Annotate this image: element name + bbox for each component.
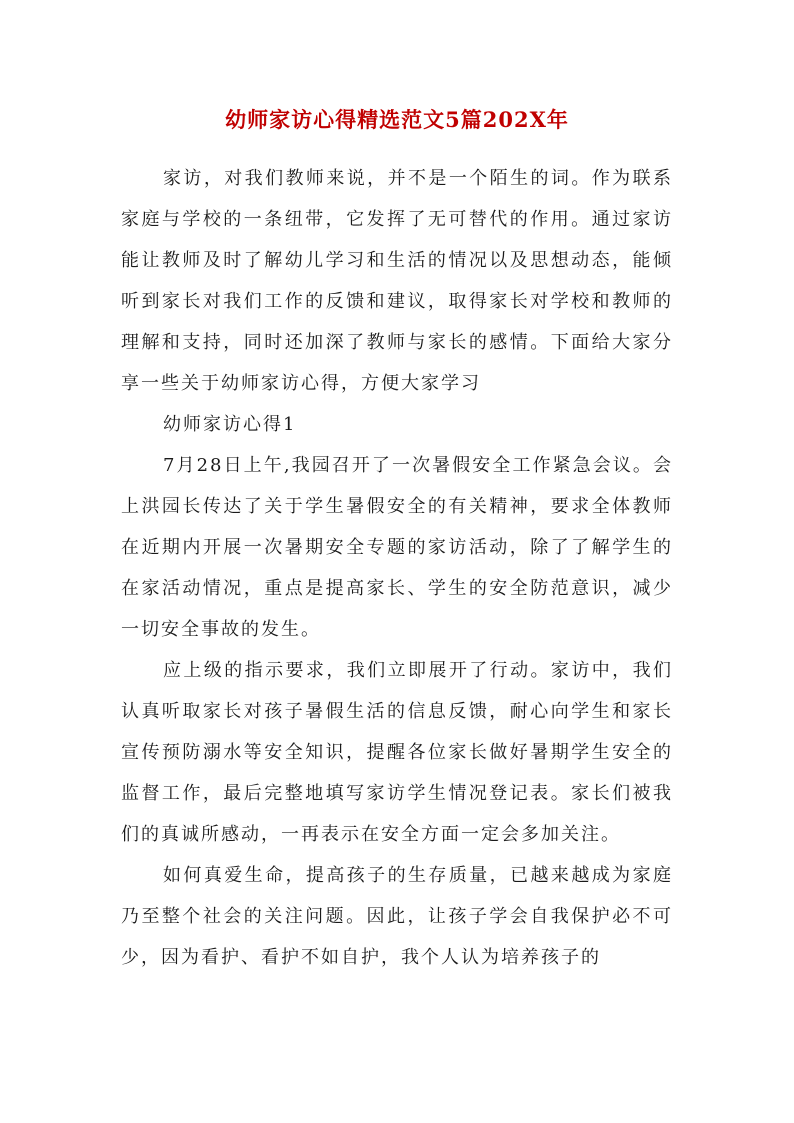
paragraph-intro: 家访，对我们教师来说，并不是一个陌生的词。作为联系家庭与学校的一条纽带，它发挥了无可替代的作用。通过家访能让教师及时了解幼儿学习和生活的情况以及思想动态，能倾听到家长对我们工作的反馈和建议，取得家长对学校和教师的理解和支持，同时还加深了教师与家长的感情。下面给大家分享一些关于幼师家访心得，方便大家学习: [121, 168, 673, 394]
paragraph-visits: 应上级的指示要求，我们立即展开了行动。家访中，我们认真听取家长对孩子暑假生活的信息反馈，耐心向学生和家长宣传预防溺水等安全知识，提醒各位家长做好暑期学生安全的监督工作，最后完整地填写家访学生情况登记表。家长们被我们的真诚所感动，一再表示在安全方面一定会多加关注。: [121, 660, 673, 845]
paragraph-safety: 如何真爱生命，提高孩子的生存质量，已越来越成为家庭乃至整个社会的关注问题。因此，让孩子学会自我保护必不可少，因为看护、看护不如自护，我个人认为培养孩子的: [121, 865, 673, 968]
document-body: [121, 158, 673, 978]
paragraph-meeting: 7月28日上午,我园召开了一次暑假安全工作紧急会议。会上洪园长传达了关于学生暑假安全的有关精神，要求全体教师在近期内开展一次暑期安全专题的家访活动，除了了解学生的在家活动情况，重点是提高家长、学生的安全防范意识，减少一切安全事故的发生。: [121, 455, 673, 640]
section-heading: 幼师家访心得1: [163, 414, 297, 435]
document-title: 幼师家访心得精选范文5篇202X年: [225, 107, 569, 132]
